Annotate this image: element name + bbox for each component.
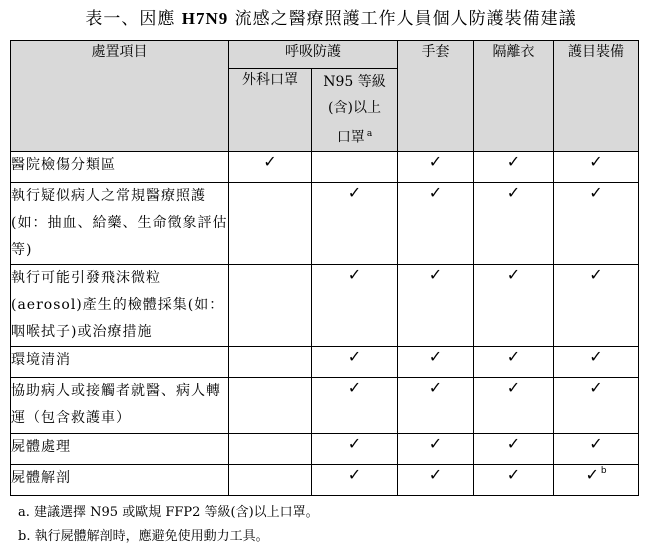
check-icon: ✓	[506, 346, 521, 366]
header-gloves: 手套	[398, 41, 474, 152]
cell-eye	[554, 464, 639, 495]
check-icon: ✓	[585, 464, 599, 484]
title-suffix: 流感之醫療照護工作人員個人防護裝備建議	[234, 9, 577, 29]
header-surgical-mask: 外科口罩	[229, 69, 312, 152]
check-icon: ✓	[428, 464, 443, 484]
check-icon: ✓	[589, 264, 603, 284]
cell-gloves	[398, 346, 474, 377]
check-icon: ✓	[428, 151, 443, 171]
cell-surgical	[229, 346, 312, 377]
check-icon: ✓	[347, 377, 362, 397]
cell-eye	[554, 433, 639, 464]
row-label: 執行疑似病人之常規醫療照護(如：抽血、給藥、生命徵象評估等)	[11, 182, 229, 264]
check-icon: ✓	[506, 464, 521, 484]
row-label: 協助病人或接觸者就醫、病人轉運（包含救護車）	[11, 377, 229, 433]
footnotes	[18, 501, 319, 549]
check-icon: ✓	[589, 433, 603, 453]
cell-eye	[554, 377, 639, 433]
row-label: 屍體處理	[11, 433, 229, 464]
check-icon: ✓	[428, 433, 443, 453]
table-title	[0, 4, 662, 29]
cell-surgical	[229, 151, 312, 182]
cell-gown	[474, 151, 554, 182]
cell-gown	[474, 464, 554, 495]
check-icon: ✓	[428, 377, 443, 397]
cell-n95	[312, 182, 398, 264]
table-row	[11, 151, 639, 182]
cell-eye	[554, 182, 639, 264]
check-icon: ✓	[506, 433, 521, 453]
ppe-table	[10, 40, 639, 496]
cell-n95	[312, 346, 398, 377]
footnote-b: b. 執行屍體解剖時，應避免使用動力工具。	[18, 529, 269, 544]
header-n95-line2: (含)以上	[328, 100, 381, 116]
header-respiratory: 呼吸防護	[229, 41, 398, 69]
table-row	[11, 346, 639, 377]
header-n95	[312, 69, 398, 152]
check-icon: ✓	[506, 264, 521, 284]
table-row	[11, 377, 639, 433]
header-n95-line1: N95 等級	[323, 74, 386, 90]
check-icon: ✓	[347, 433, 362, 453]
cell-gown	[474, 182, 554, 264]
row-label: 環境清消	[11, 346, 229, 377]
header-n95-note: a	[366, 129, 373, 139]
cell-surgical	[229, 182, 312, 264]
row-label: 執行可能引發飛沫微粒(aerosol)產生的檢體採集(如：咽喉拭子)或治療措施	[11, 264, 229, 346]
check-icon: ✓	[589, 377, 603, 397]
row-label: 屍體解剖	[11, 464, 229, 495]
cell-surgical	[229, 433, 312, 464]
check-icon: ✓	[589, 151, 603, 171]
cell-gloves	[398, 151, 474, 182]
cell-gloves	[398, 377, 474, 433]
cell-n95	[312, 151, 398, 182]
check-icon: ✓	[347, 264, 362, 284]
check-icon: ✓	[589, 346, 603, 366]
table-row	[11, 182, 639, 264]
cell-surgical	[229, 464, 312, 495]
cell-gown	[474, 346, 554, 377]
check-icon: ✓	[428, 346, 443, 366]
cell-gown	[474, 264, 554, 346]
header-n95-line3-text: 口罩	[336, 129, 365, 146]
table-row	[11, 264, 639, 346]
check-icon: ✓	[263, 151, 277, 171]
table-row	[11, 464, 639, 495]
cell-surgical	[229, 264, 312, 346]
cell-gloves	[398, 264, 474, 346]
check-icon: ✓	[347, 346, 362, 366]
check-icon: ✓	[347, 182, 362, 202]
eye-footnote-mark: b	[600, 466, 607, 477]
cell-n95	[312, 433, 398, 464]
check-icon: ✓	[428, 264, 443, 284]
footnote-a: a. 建議選擇 N95 或歐規 FFP2 等級(含)以上口罩。	[18, 505, 319, 520]
cell-gloves	[398, 433, 474, 464]
cell-eye	[554, 264, 639, 346]
check-icon: ✓	[428, 182, 443, 202]
cell-surgical	[229, 377, 312, 433]
check-icon: ✓	[506, 182, 521, 202]
check-icon: ✓	[506, 151, 521, 171]
cell-gown	[474, 433, 554, 464]
table-row	[11, 433, 639, 464]
title-prefix: 表一、因應	[85, 9, 176, 29]
cell-n95	[312, 377, 398, 433]
header-item: 處置項目	[11, 41, 229, 152]
check-icon: ✓	[506, 377, 521, 397]
header-gown: 隔離衣	[474, 41, 554, 152]
row-label: 醫院檢傷分類區	[11, 151, 229, 182]
cell-n95	[312, 264, 398, 346]
header-n95-line3	[312, 121, 397, 151]
cell-gloves	[398, 464, 474, 495]
header-eye: 護目裝備	[554, 41, 639, 152]
cell-gown	[474, 377, 554, 433]
title-strain: H7N9	[181, 9, 229, 28]
check-icon: ✓	[347, 464, 362, 484]
cell-eye	[554, 151, 639, 182]
cell-n95	[312, 464, 398, 495]
check-icon: ✓	[589, 182, 603, 202]
cell-eye	[554, 346, 639, 377]
cell-gloves	[398, 182, 474, 264]
table-body	[11, 151, 639, 495]
